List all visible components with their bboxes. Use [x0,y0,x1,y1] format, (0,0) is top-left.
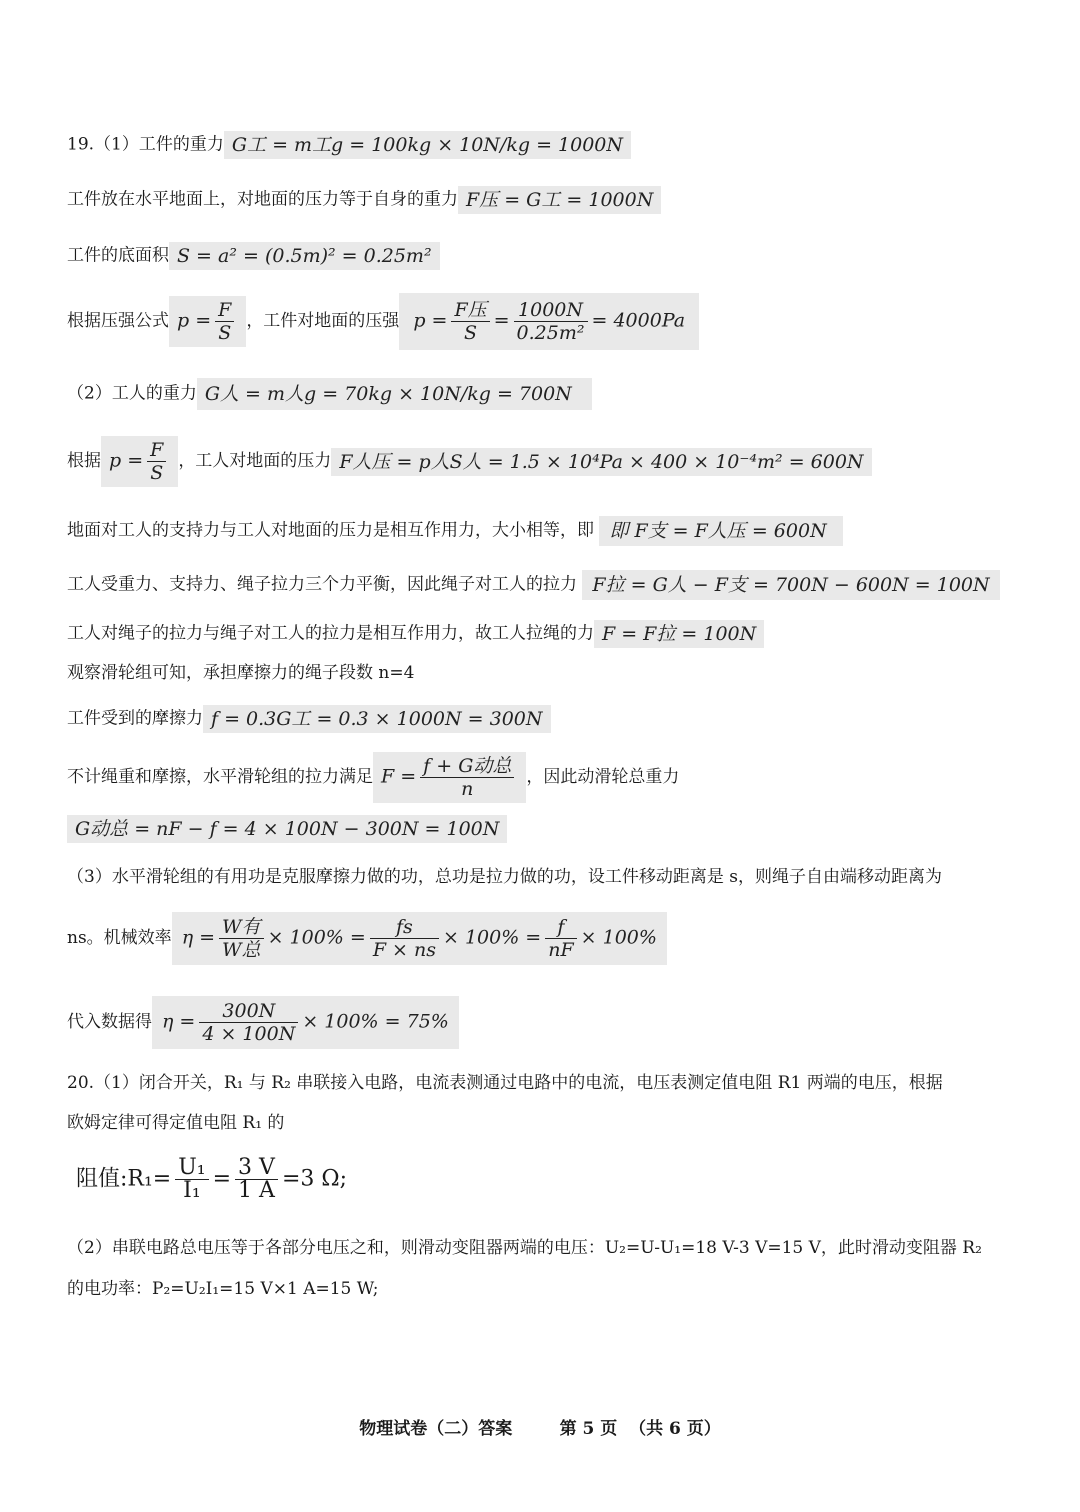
q19-l4-f2-num2: 1000N [514,299,588,322]
q19-l3-formula: S = a² = (0.5m)² = 0.25m² [169,242,440,270]
q19-l11-text: 工件受到的摩擦力 [67,708,203,729]
q20-line-2 [67,1112,284,1134]
q19-line-11 [67,705,551,733]
q19-line-10 [67,662,414,684]
q19-l16-f-rhs: × 100% = 75% [302,1010,449,1033]
q20-l4-text: （2）串联电路总电压等于各部分电压之和，则滑动变阻器两端的电压：U₂=U-U₁=18 V-3 V=15 V，此时滑动变阻器 R₂ [67,1238,982,1258]
q19-l4-text-b: ，工件对地面的压强 [246,311,400,331]
q19-l7-text: 地面对工人的支持力与工人对地面的压力是相互作用力，大小相等，即 [67,520,594,541]
q20-line-4 [67,1237,982,1259]
q19-l3-text: 工件的底面积 [67,245,169,266]
q19-line-1 [67,131,631,159]
q19-l9-text: 工人对绳子的拉力与绳子对工人的拉力是相互作用力，故工人拉绳的力 [67,623,594,644]
q19-line-12 [67,752,679,803]
q19-l16-f-den: 4 × 100N [202,1023,296,1045]
q19-l13-formula: G动总 = nF − f = 4 × 100N − 300N = 100N [67,815,507,843]
q19-line-15 [67,912,667,965]
q19-l14-text: （3）水平滑轮组的有用功是克服摩擦力做的功，总功是拉力做的功，设工件移动距离是 s，则绳子自由端移动距离为 [67,867,942,887]
q19-l4-f2-den2: 0.25m² [516,322,585,344]
q19-l15-f-num3: f [545,916,576,939]
q19-l16-f-frac [199,1000,298,1045]
q19-l4-f2-frac2 [514,299,588,344]
q19-l15-f-den3: nF [548,939,574,961]
q19-l16-f-num: 300N [199,1000,298,1023]
q19-line-2 [67,186,661,214]
q19-l12-text-b: ，因此动滑轮总重力 [526,767,680,787]
q19-l12-formula [373,752,526,803]
q19-l8-formula: F拉 = G人 − F支 = 700N − 600N = 100N [582,570,999,600]
q20-line-5 [67,1278,378,1300]
q19-l16-formula [152,996,459,1049]
q19-l12-f-frac [420,755,514,800]
q20-l2-text: 欧姆定律可得定值电阻 R₁ 的 [67,1113,285,1133]
q19-l12-text-a: 不计绳重和摩擦，水平滑轮组的拉力满足 [67,767,373,787]
q19-l4-text-a: 根据压强公式 [67,311,169,331]
q19-line-13 [67,815,507,843]
q19-l4-f2-eq: = [493,309,510,332]
q19-l15-f-frac3 [545,916,576,961]
q19-line-8 [67,570,1000,600]
q19-line-6 [67,436,872,487]
q19-l4-f2-num1: F压 [451,299,489,322]
q19-l2-text: 工件放在水平地面上，对地面的压力等于自身的重力 [67,189,458,210]
q19-l1-text: 19.（1）工件的重力 [67,134,224,155]
q19-line-4 [67,293,699,350]
q19-l10-text: 观察滑轮组可知，承担摩擦力的绳子段数 n=4 [67,663,415,683]
q20-l3-den2: 1 A [238,1178,275,1203]
q19-l6-formula-1 [101,436,178,487]
q19-l7-formula: 即 F支 = F人压 = 600N [599,516,842,546]
q19-l11-formula: f = 0.3G工 = 0.3 × 1000N = 300N [203,705,551,733]
q19-l4-f1-den: S [218,322,232,344]
q19-l4-f1-lhs: p = [177,309,212,332]
q19-line-5 [67,378,592,410]
q19-l6-f1-den: S [150,462,164,484]
q19-l16-f-lhs: η = [162,1010,196,1033]
q19-l15-f-frac1 [219,916,264,961]
q19-l6-f1-frac [147,439,166,484]
q19-l6-formula-2: F人压 = p人S人 = 1.5 × 10⁴Pa × 400 × 10⁻⁴m² = 600N [331,448,871,476]
q19-l15-f-mid2: × 100% = [442,926,542,949]
q20-line-3 [76,1157,347,1202]
q20-l3-den1: I₁ [183,1178,201,1203]
q19-l15-f-end: × 100% [580,926,657,949]
q19-l4-formula-1 [169,296,246,347]
q19-l1-formula: G工 = m工g = 100kg × 10N/kg = 1000N [224,131,631,159]
q20-l5-text: 的电功率：P₂=U₂I₁=15 V×1 A=15 W; [67,1279,379,1299]
q19-l5-text: （2）工人的重力 [67,383,197,404]
q19-l8-text: 工人受重力、支持力、绳子拉力三个力平衡，因此绳子对工人的拉力 [67,574,577,595]
q19-l12-f-num: f + G动总 [420,755,514,778]
q19-l12-f-den: n [461,778,474,800]
q19-l6-text-a: 根据 [67,451,101,471]
q19-l15-text: ns。机械效率 [67,928,172,948]
q19-l4-f2-lhs: p = [413,309,448,332]
q20-line-1 [67,1072,943,1094]
q19-l6-f1-lhs: p = [109,449,144,472]
q20-l3-eq: = [212,1166,232,1192]
q19-l15-f-num2: fs [370,916,439,939]
q19-line-16 [67,996,459,1049]
q20-l3-rhs: =3 Ω; [281,1166,348,1192]
q19-l4-formula-2 [399,293,699,350]
q19-l2-formula: F压 = G工 = 1000N [458,186,661,214]
q19-l15-f-num1: W有 [219,916,264,939]
q19-l5-formula: G人 = m人g = 70kg × 10N/kg = 700N [197,378,592,410]
q19-l4-f2-frac1 [451,299,489,344]
q19-l15-f-den2: F × ns [372,939,436,961]
q19-l9-formula: F = F拉 = 100N [594,620,764,648]
q19-l4-f1-num: F [215,299,234,322]
q19-l12-f-lhs: F = [381,765,417,788]
q19-l6-text-b: ，工人对地面的压力 [178,451,332,471]
q19-l15-f-den1: W总 [222,939,261,961]
q19-l4-f2-rhs: = 4000Pa [591,309,686,332]
q19-line-9 [67,620,764,648]
q20-l3-prefix: 阻值:R₁= [76,1166,172,1192]
q20-l3-num2: 3 V [235,1157,278,1180]
q19-l15-f-mid1: × 100% = [267,926,366,949]
q19-line-3 [67,242,440,270]
q19-l4-f1-frac [215,299,234,344]
q20-l3-frac2 [235,1157,278,1202]
q20-l1-text: 20.（1）闭合开关，R₁ 与 R₂ 串联接入电路，电流表测通过电路中的电流，电压表测定值电阻 R1 两端的电压，根据 [67,1073,943,1093]
q19-l15-f-lhs: η = [181,926,216,949]
q20-l3-frac1 [175,1157,208,1202]
q20-l3-num1: U₁ [175,1157,208,1180]
q19-line-7 [67,516,843,546]
q19-l4-f2-den1: S [464,322,478,344]
q19-l6-f1-num: F [147,439,166,462]
q19-l15-f-frac2 [370,916,439,961]
q19-l15-formula [172,912,667,965]
page-footer: 物理试卷（二）答案 第 5 页 （共 6 页） [359,1419,721,1439]
q19-line-14 [67,866,942,888]
q19-l16-text: 代入数据得 [67,1012,152,1032]
